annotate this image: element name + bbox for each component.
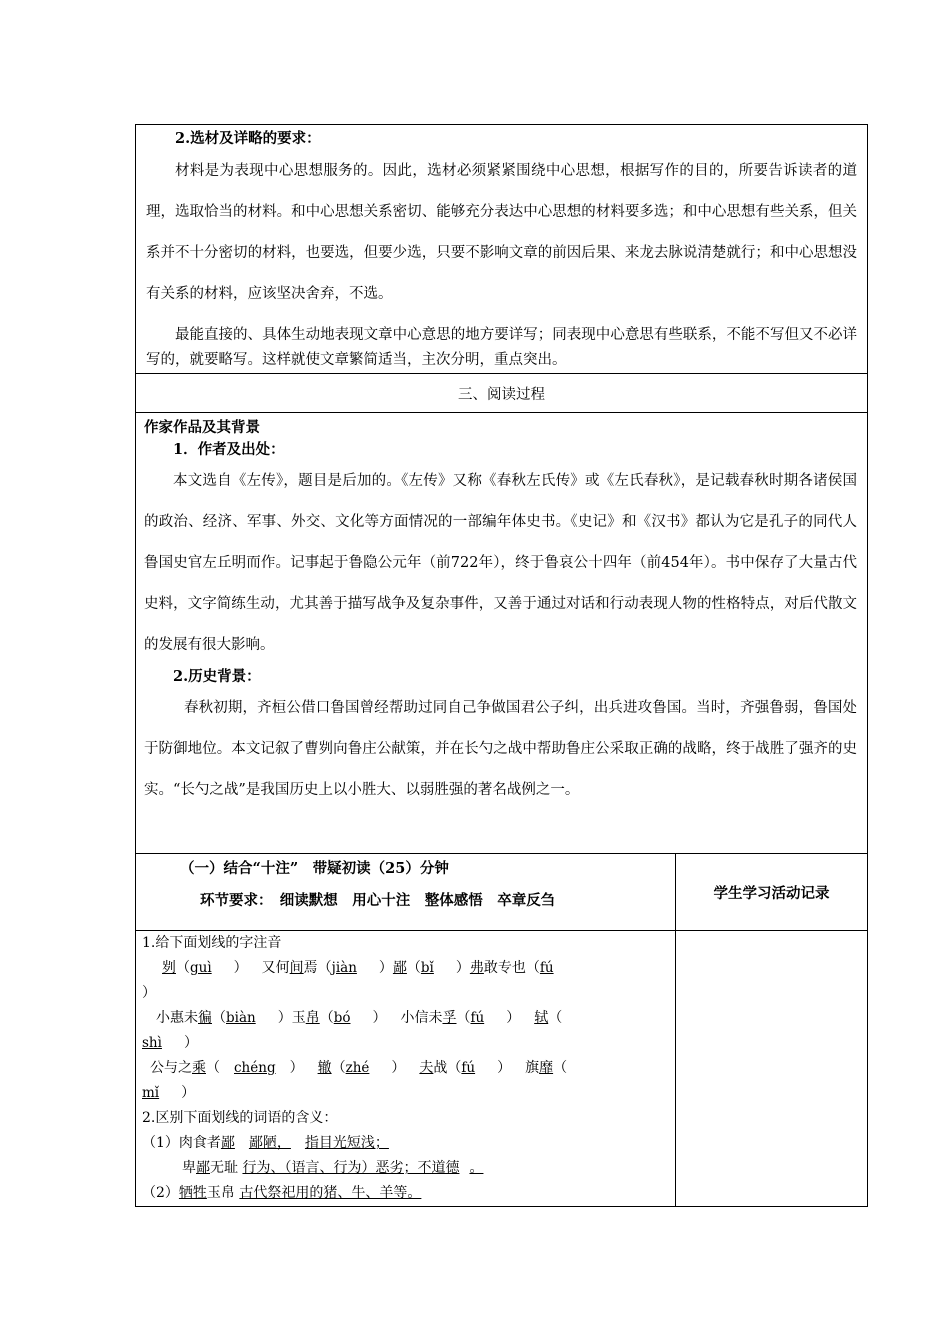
- background-title: 作家作品及其背景: [144, 419, 260, 436]
- activity-record-cell[interactable]: [676, 931, 868, 1207]
- selection-paragraph-1: 材料是为表现中心思想服务的。因此，选材必须紧紧围绕中心思想，根据写作的目的，所要告诉读者的道理，选取恰当的材料。和中心思想关系密切、能够充分表达中心思想的材料要多选；和中心思想有些关系，但关系并不十分密切的材料，也要选，但要少选，只要不影响文章的前因后果、来龙去脉说清楚就行；和中心思想没有关系的材料，应该坚决舍弃，不选。: [146, 163, 857, 302]
- document-page: [135, 124, 867, 1207]
- selection-title: 2.选材及详略的要求：: [175, 130, 321, 147]
- q1-row-2: 小惠未徧（biàn ）玉帛（bó ） 小信未孚（fú ） 轼（: [156, 1010, 563, 1026]
- q1-row-1: 刿（guì ） 又何间焉（jiàn ）鄙（bǐ ）弗敢专也（fú: [162, 960, 554, 976]
- q2-item-1: （1）肉食者鄙 鄙陋， 指目光短浅；: [142, 1135, 389, 1151]
- q2-item-2: （2）牺牲玉帛 古代祭祀用的猪、牛、羊等。: [142, 1185, 422, 1201]
- selection-paragraph-2: 最能直接的、具体生动地表现文章中心意思的地方要详写；同表现中心意思有些联系，不能不写但又不必详写的，就要略写。这样就使文章繁简适当，主次分明，重点突出。: [146, 327, 857, 368]
- part1-header-cell: [136, 854, 676, 931]
- background-section: [136, 413, 868, 854]
- author-paragraph: 本文选自《左传》，题目是后加的。《左传》又称《春秋左氏传》或《左氏春秋》，是记载春秋时期各诸侯国的政治、经济、军事、外交、文化等方面情况的一部编年体史书。《史记》和《汉书》都认为它是孔子的同代人鲁国史官左丘明而作。记事起于鲁隐公元年（前722年），终于鲁哀公十四年（前454年）。书中保存了大量古代史料，文字简练生动，尤其善于描写战争及复杂事件，又善于通过对话和行动表现人物的性格特点，对后代散文的发展有很大影响。: [144, 473, 857, 653]
- q1-row-3: 公与之乘（ chéng ） 辙（zhé ） 夫战（fú ） 旗靡（: [150, 1060, 568, 1076]
- part1-title: （一）结合“十注” 带疑初读（25）分钟: [180, 860, 449, 877]
- q1-title: 1.给下面划线的字注音: [142, 935, 282, 951]
- selection-section: [136, 125, 868, 374]
- q2-item-1b: 卑鄙无耻 行为、（语言、行为）恶劣；不道德 。: [182, 1160, 484, 1176]
- part1-requirements: 环节要求： 细读默想 用心十注 整体感悟 卒章反刍: [200, 892, 556, 909]
- history-paragraph: 春秋初期，齐桓公借口鲁国曾经帮助过同自己争做国君公子纠，出兵进攻鲁国。当时，齐强鲁弱，鲁国处于防御地位。本文记叙了曹刿向鲁庄公献策，并在长勺之战中帮助鲁庄公采取正确的战略，终于战胜了强齐的史实。“长勺之战”是我国历史上以小胜大、以弱胜强的著名战例之一。: [144, 700, 857, 798]
- exercise-cell: 1.给下面划线的字注音 刿（guì ） 又何间焉（jiàn ）鄙（bǐ ）弗敢专也（fú ） 小惠未徧（biàn ）玉帛（bó ） 小信未孚（fú ） 轼（ shì ） 公与之乘（ chéng ） 辙（zhé ） 夫战（fú ） 旗靡（ mǐ ） 2.区别下面划线的词语的含义： （1）肉食者鄙 鄙陋， 指目光短浅； 卑鄙无耻 行为、（语言、行为）恶劣；不道德 。 （2）牺牲玉帛 古代祭祀用的猪、牛、羊等。: [136, 931, 676, 1207]
- q2-title: 2.区别下面划线的词语的含义：: [142, 1110, 338, 1126]
- section-three-heading: 三、阅读过程: [136, 374, 868, 413]
- history-title: 2.历史背景：: [173, 668, 261, 685]
- lesson-table: [135, 124, 868, 1207]
- author-title: 1．作者及出处：: [173, 441, 285, 458]
- activity-record-header: 学生学习活动记录: [676, 854, 868, 931]
